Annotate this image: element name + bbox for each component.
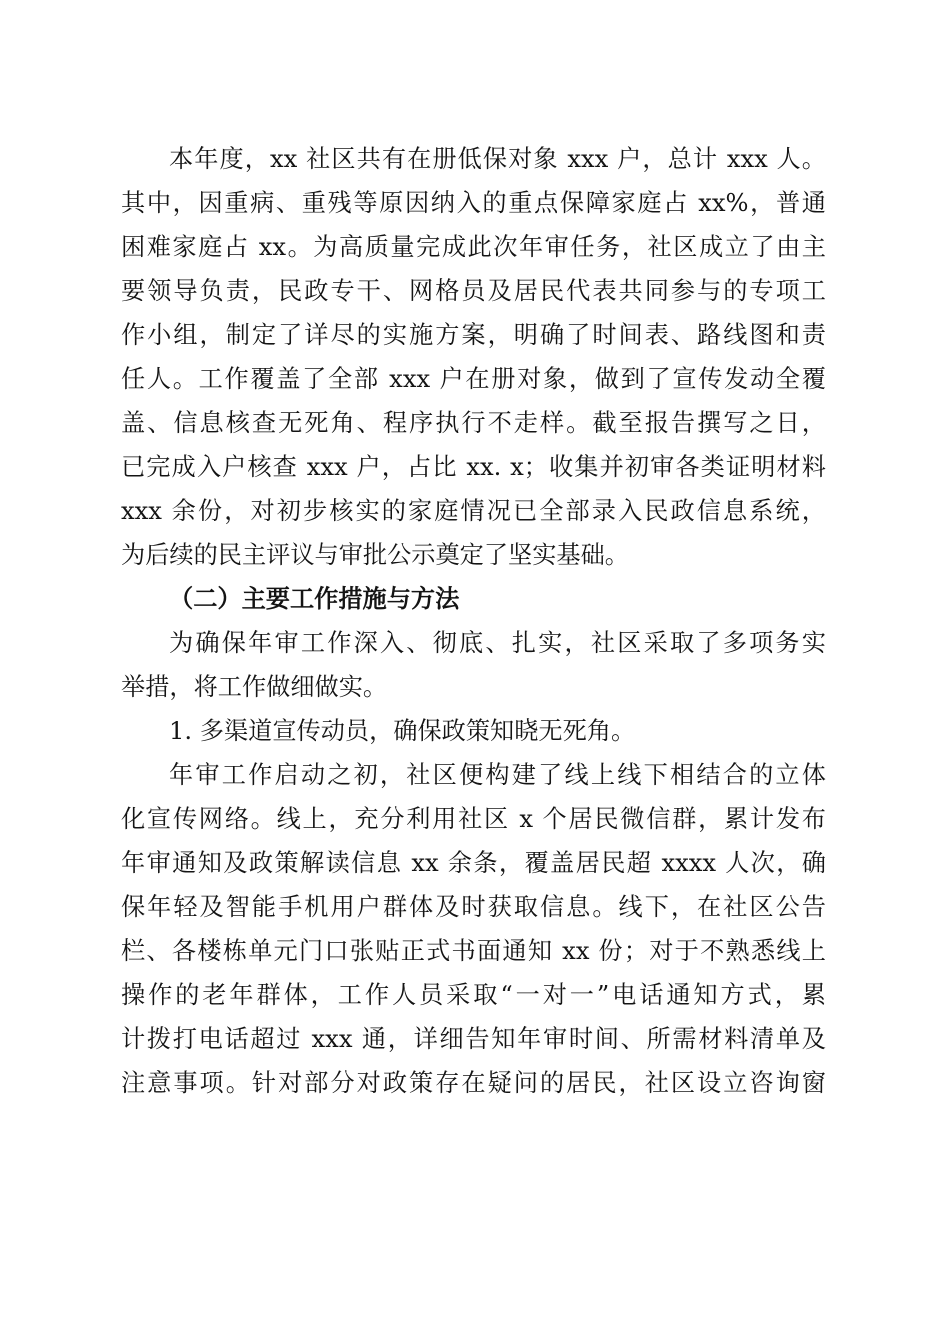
paragraph-1-line-8: 已完成入户核查 xxx 户，占比 xx. x；收集并初审各类证明材料	[121, 453, 826, 481]
paragraph-3-line-2: 化宣传网络。线上，充分利用社区 x 个居民微信群，累计发布	[121, 805, 826, 833]
paragraph-1-line-9: xxx 余份，对初步核实的家庭情况已全部录入民政信息系统，	[121, 497, 826, 525]
paragraph-1-line-10: 为后续的民主评议与审批公示奠定了坚实基础。	[121, 541, 629, 569]
subheading-1: 1. 多渠道宣传动员，确保政策知晓无死角。	[169, 717, 636, 745]
paragraph-1-line-3: 困难家庭占 xx。为高质量完成此次年审任务，社区成立了由主	[121, 233, 826, 261]
paragraph-1-line-6: 任人。工作覆盖了全部 xxx 户在册对象，做到了宣传发动全覆	[121, 365, 826, 393]
paragraph-1-line-4: 要领导负责，民政专干、网格员及居民代表共同参与的专项工	[121, 277, 826, 305]
paragraph-1-line-2: 其中，因重病、重残等原因纳入的重点保障家庭占 xx%，普通	[121, 189, 826, 217]
paragraph-3-line-6: 操作的老年群体，工作人员采取“一对一”电话通知方式，累	[121, 981, 826, 1009]
section-heading: （二）主要工作措施与方法	[169, 584, 460, 613]
paragraph-3-line-5: 栏、各楼栋单元门口张贴正式书面通知 xx 份；对于不熟悉线上	[121, 937, 826, 965]
paragraph-3-line-1: 年审工作启动之初，社区便构建了线上线下相结合的立体	[169, 761, 826, 789]
paragraph-2-line-2: 举措，将工作做细做实。	[121, 673, 388, 701]
paragraph-1-line-5: 作小组，制定了详尽的实施方案，明确了时间表、路线图和责	[121, 321, 826, 349]
paragraph-3-line-4: 保年轻及智能手机用户群体及时获取信息。线下，在社区公告	[121, 893, 826, 921]
paragraph-1-line-1: 本年度，xx 社区共有在册低保对象 xxx 户，总计 xxx 人。	[169, 145, 826, 173]
paragraph-3-line-7: 计拨打电话超过 xxx 通，详细告知年审时间、所需材料清单及	[121, 1025, 826, 1053]
paragraph-3-line-3: 年审通知及政策解读信息 xx 余条，覆盖居民超 xxxx 人次，确	[121, 849, 826, 877]
paragraph-1-line-7: 盖、信息核查无死角、程序执行不走样。截至报告撰写之日，	[121, 409, 826, 437]
paragraph-3-line-8: 注意事项。针对部分对政策存在疑问的居民，社区设立咨询窗	[121, 1069, 826, 1097]
paragraph-2-line-1: 为确保年审工作深入、彻底、扎实，社区采取了多项务实	[169, 629, 826, 657]
